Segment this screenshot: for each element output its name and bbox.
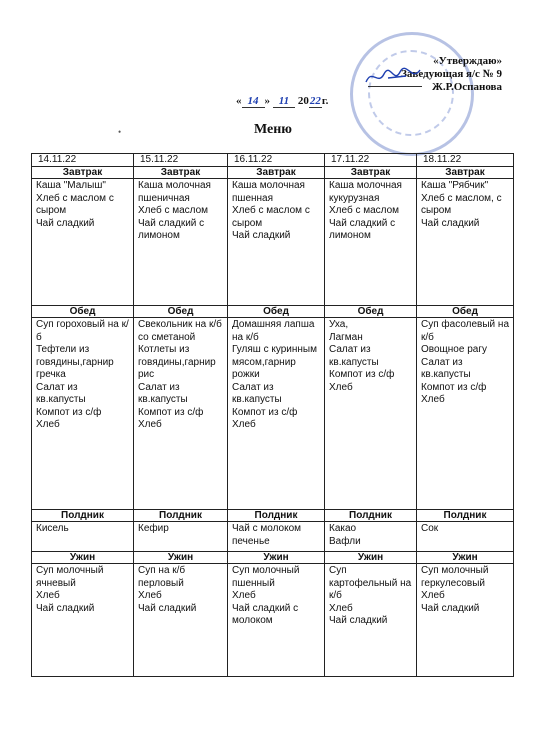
date-cell: 16.11.22 <box>228 154 325 167</box>
snack-header-row <box>32 510 514 522</box>
date-cell: 14.11.22 <box>32 154 134 167</box>
menu-cell: Суп картофельный на к/б Хлеб Чай сладкий <box>325 564 417 677</box>
meal-header: Завтрак <box>417 167 514 179</box>
menu-cell: Каша "Рябчик" Хлеб с маслом, с сыром Чай сладкий <box>417 179 514 306</box>
menu-cell: Суп молочный ячневый Хлеб Чай сладкий <box>32 564 134 677</box>
meal-header: Ужин <box>228 552 325 564</box>
meal-header: Полдник <box>325 510 417 522</box>
dinner-header-row <box>32 552 514 564</box>
menu-cell: Суп молочный геркулесовый Хлеб Чай сладкий <box>417 564 514 677</box>
meal-header: Завтрак <box>134 167 228 179</box>
snack-row <box>32 522 514 552</box>
meal-header: Полдник <box>417 510 514 522</box>
date-day: 14 <box>242 95 265 108</box>
meal-header: Ужин <box>417 552 514 564</box>
page-title: Меню <box>253 122 292 137</box>
menu-cell: Суп на к/б перловый Хлеб Чай сладкий <box>134 564 228 677</box>
date-cell: 15.11.22 <box>134 154 228 167</box>
meal-header: Ужин <box>134 552 228 564</box>
meal-header: Обед <box>228 306 325 318</box>
menu-cell: Домашняя лапша на к/б Гуляш с куринным мясом,гарнир рожки Салат из кв.капусты Компот из с/ф Хлеб <box>228 318 325 510</box>
meal-header: Полдник <box>32 510 134 522</box>
menu-cell: Кисель <box>32 522 134 552</box>
date-cell: 18.11.22 <box>417 154 514 167</box>
date-year-hand: 22 <box>309 95 321 107</box>
breakfast-row <box>32 179 514 306</box>
menu-cell: Каша молочная пшеничная Хлеб с маслом Чай сладкий с лимоном <box>134 179 228 306</box>
menu-cell: Свекольник на к/б со сметаной Котлеты из говядины,гарнир рис Салат из кв.капусты Компот из с/ф Хлеб <box>134 318 228 510</box>
menu-cell: Суп гороховый на к/б Тефтели из говядины,гарнир гречка Салат из кв.капусты Компот из с/ф Хлеб <box>32 318 134 510</box>
signature <box>368 64 422 87</box>
menu-cell: Кефир <box>134 522 228 552</box>
approval-date: « 14 » 11 2022г. <box>236 95 329 107</box>
meal-header: Ужин <box>325 552 417 564</box>
meal-header: Ужин <box>32 552 134 564</box>
meal-header: Обед <box>32 306 134 318</box>
approval-title: «Утверждаю» <box>433 55 502 67</box>
approval-position: Заведующая я/с № 9 <box>401 68 502 80</box>
menu-cell: Чай с молоком печенье <box>228 522 325 552</box>
scan-mark: • <box>118 127 122 137</box>
lunch-row <box>32 318 514 510</box>
meal-header: Полдник <box>228 510 325 522</box>
meal-header: Завтрак <box>325 167 417 179</box>
menu-cell: Уха, Лагман Салат из кв.капусты Компот из с/ф Хлеб <box>325 318 417 510</box>
menu-cell: Какао Вафли <box>325 522 417 552</box>
lunch-header-row <box>32 306 514 318</box>
menu-table <box>31 153 514 677</box>
meal-header: Полдник <box>134 510 228 522</box>
dinner-row <box>32 564 514 677</box>
approval-name: Ж.Р.Оспанова <box>431 81 502 93</box>
menu-cell: Суп молочный пшенный Хлеб Чай сладкий с молоком <box>228 564 325 677</box>
meal-header: Обед <box>417 306 514 318</box>
menu-cell: Суп фасолевый на к/б Овощное рагу Салат из кв.капусты Компот из с/ф Хлеб <box>417 318 514 510</box>
breakfast-header-row <box>32 167 514 179</box>
meal-header: Обед <box>325 306 417 318</box>
date-year: 20 <box>297 95 309 107</box>
menu-cell: Сок <box>417 522 514 552</box>
dates-row <box>32 154 514 167</box>
meal-header: Завтрак <box>32 167 134 179</box>
date-month: 11 <box>273 95 295 108</box>
menu-cell: Каша молочная кукурузная Хлеб с маслом Чай сладкий с лимоном <box>325 179 417 306</box>
meal-header: Завтрак <box>228 167 325 179</box>
menu-cell: Каша молочная пшенная Хлеб с маслом с сыром Чай сладкий <box>228 179 325 306</box>
date-cell: 17.11.22 <box>325 154 417 167</box>
signature-scribble-icon <box>362 64 432 90</box>
meal-header: Обед <box>134 306 228 318</box>
menu-cell: Каша "Малыш" Хлеб с маслом с сыром Чай сладкий <box>32 179 134 306</box>
